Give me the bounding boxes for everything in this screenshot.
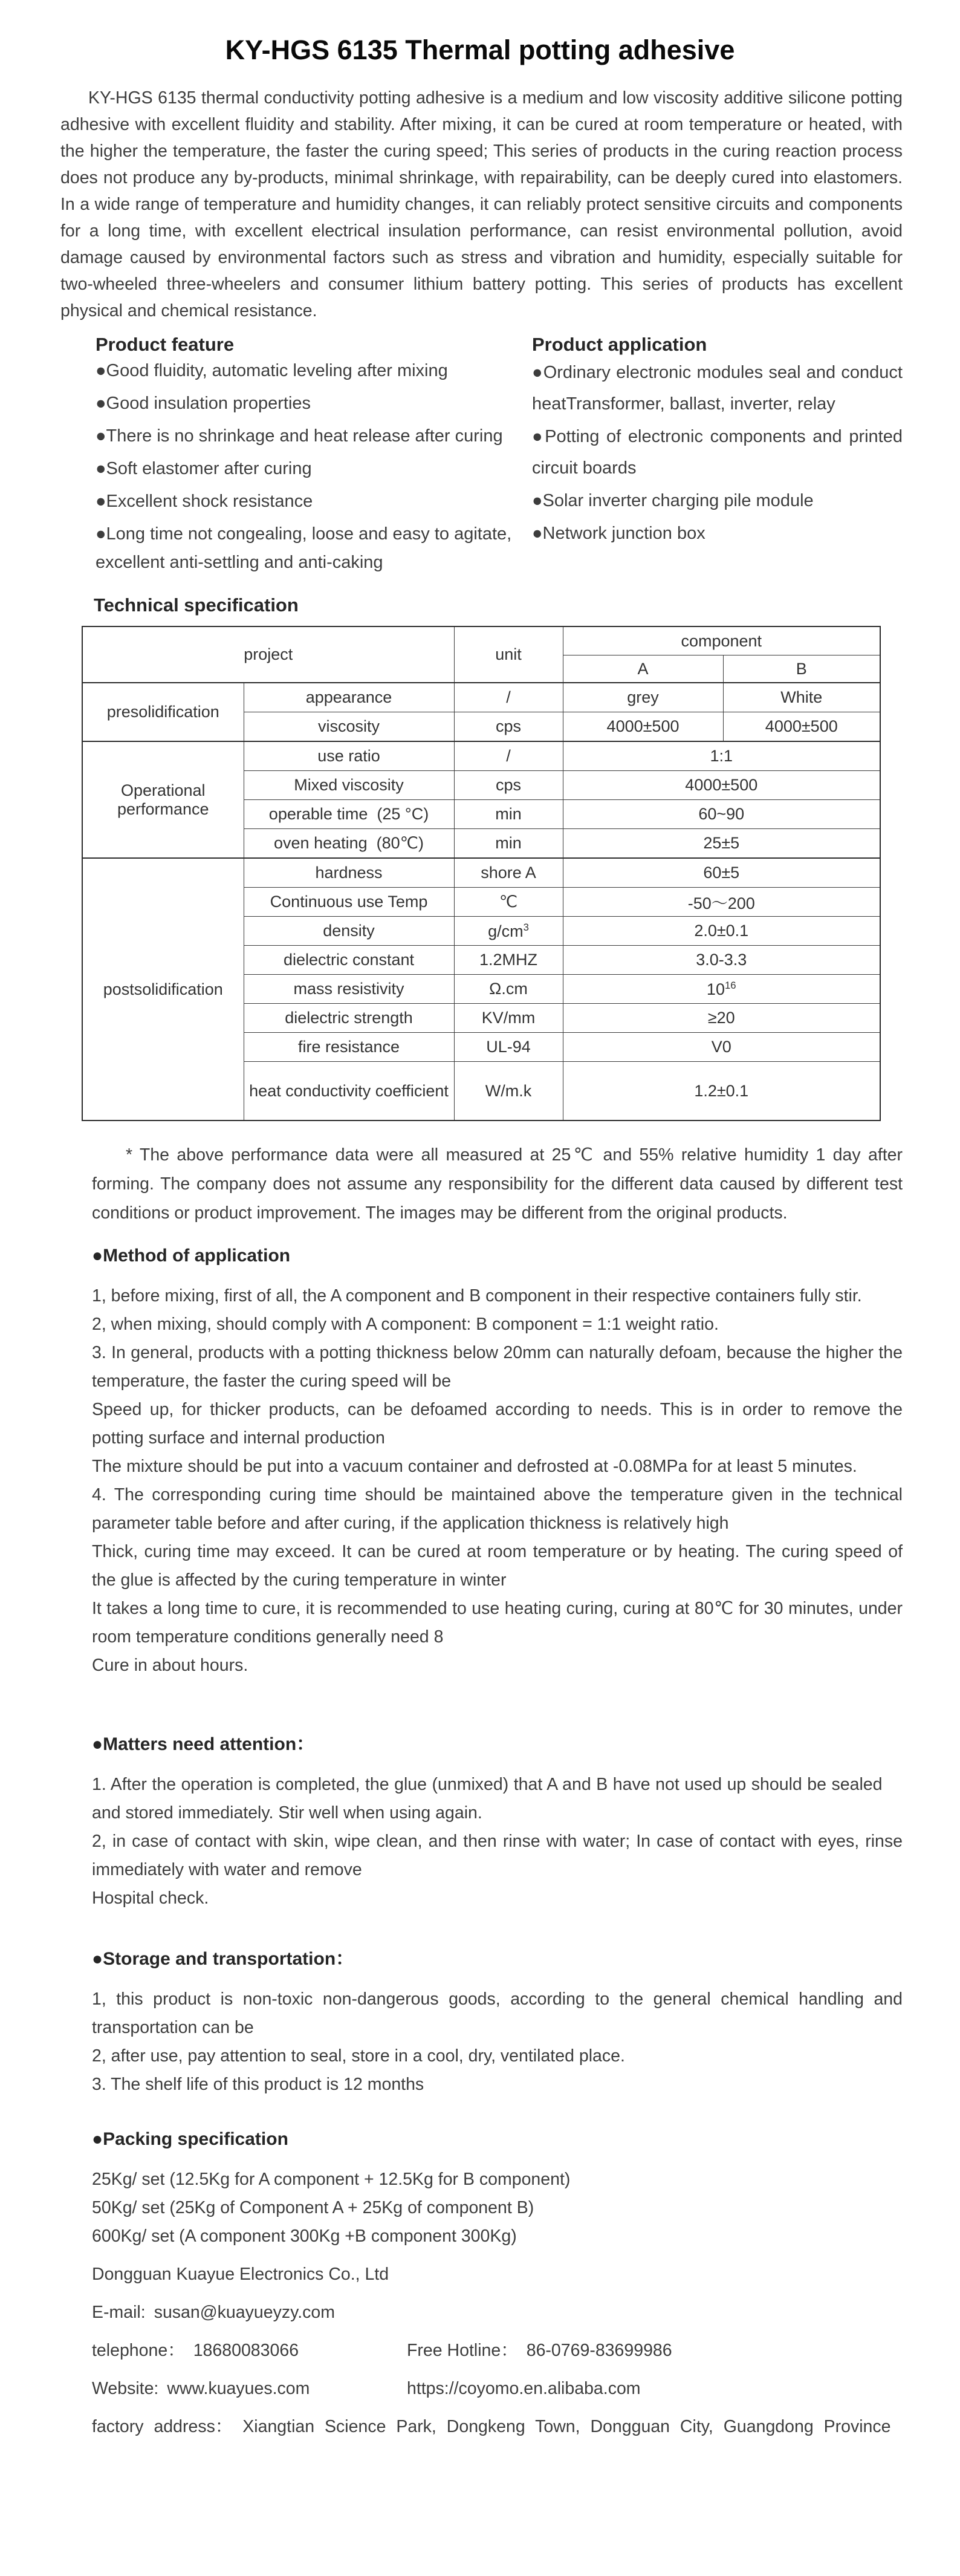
application-item: ●Solar inverter charging pile module [532, 491, 814, 510]
table-row [82, 858, 880, 888]
paragraph: The mixture should be put into a vacuum container and defrosted at -0.08MPa for at least 5 minutes. [92, 1457, 857, 1476]
paragraph: 4. The corresponding curing time should be maintained above the temperature given in the technical parameter table before and after curing, if the application thickness is relatively high [92, 1485, 903, 1533]
telephone-value: 18680083066 [193, 2341, 299, 2360]
feature-item: ●Excellent shock resistance [96, 492, 313, 511]
paragraph: Hospital check. [92, 1888, 209, 1908]
matters-need-attention-paragraphs [92, 1771, 903, 1913]
cell-property: appearance [244, 683, 454, 712]
cell-property: mass resistivity [244, 975, 454, 1004]
table-row [82, 741, 880, 771]
cell-unit: Ω.cm [454, 975, 563, 1004]
cell-unit: UL-94 [454, 1033, 563, 1062]
cell-property: viscosity [244, 712, 454, 742]
cell-value: 3.0-3.3 [563, 946, 880, 975]
unit-base: g/cm [488, 922, 524, 940]
cell-property: hardness [244, 858, 454, 888]
cell-property: Mixed viscosity [244, 771, 454, 800]
paragraph: 2, in case of contact with skin, wipe clean, and then rinse with water; In case of contact with eyes, rinse immediately with water and remove [92, 1832, 903, 1879]
paragraph: 2, after use, pay attention to seal, store in a cool, dry, ventilated place. [92, 2046, 625, 2066]
free-hotline [407, 2341, 672, 2360]
feature-item: ●Long time not congealing, loose and easy to agitate, excellent anti-settling and anti-caking [96, 524, 512, 572]
paragraph: 1. After the operation is completed, the glue (unmixed) that A and B have not used up should be sealed and stored immediately. Stir well when using again. [92, 1775, 903, 1823]
group-presolidification: presolidification [82, 683, 244, 741]
website-value: www.kuayues.com [167, 2379, 310, 2398]
website-alibaba: https://coyomo.en.alibaba.com [407, 2379, 641, 2398]
cell-unit: min [454, 829, 563, 859]
feature-item: ●There is no shrinkage and heat release after curing [96, 426, 503, 446]
technical-specification-table [82, 626, 881, 1121]
cell-value: 4000±500 [563, 771, 880, 800]
product-application-list [532, 357, 903, 549]
paragraph: 1, this product is non-toxic non-dangerous goods, according to the general chemical handling and transportation can be [92, 1989, 903, 2037]
method-of-application-paragraphs [92, 1282, 903, 1680]
paragraph: 3. The shelf life of this product is 12 months [92, 2075, 424, 2094]
paragraph: It takes a long time to cure, it is recommended to use heating curing, curing at 80℃ for 30 minutes, under room temperature conditions generally need 8 [92, 1599, 903, 1647]
cell-unit: ℃ [454, 888, 563, 917]
cell-property: oven heating (80℃) [244, 829, 454, 859]
application-item: ●Ordinary electronic modules seal and conduct heatTransformer, ballast, inverter, relay [532, 363, 903, 414]
website-line [92, 2375, 903, 2403]
paragraph: 1, before mixing, first of all, the A component and B component in their respective containers fully stir. [92, 1286, 862, 1306]
storage-transportation-heading: ●Storage and transportation： [92, 1949, 354, 1969]
cell-value: 60±5 [563, 858, 880, 888]
cell-value-a: 4000±500 [563, 712, 723, 742]
cell-unit [454, 917, 563, 946]
contact-section [92, 2260, 903, 2441]
feature-item: ●Good fluidity, automatic leveling after mixing [96, 361, 448, 380]
cell-unit: min [454, 800, 563, 829]
cell-unit: 1.2MHZ [454, 946, 563, 975]
cell-unit: / [454, 741, 563, 771]
cell-value-a: grey [563, 683, 723, 712]
header-component-b: B [723, 655, 880, 683]
cell-property: dielectric constant [244, 946, 454, 975]
website-label: Website: [92, 2379, 159, 2398]
application-item: ●Potting of electronic components and printed circuit boards [532, 427, 903, 478]
cell-unit: cps [454, 712, 563, 742]
feature-item: ●Good insulation properties [96, 394, 311, 413]
table-row [82, 683, 880, 712]
feature-item: ●Soft elastomer after curing [96, 459, 312, 478]
cell-property: dielectric strength [244, 1004, 454, 1033]
application-item: ●Network junction box [532, 524, 705, 543]
cell-value: 1:1 [563, 741, 880, 771]
product-feature-heading: Product feature [96, 334, 235, 355]
factory-address [92, 2413, 903, 2441]
cell-value: 25±5 [563, 829, 880, 859]
storage-transportation-paragraphs [92, 1985, 903, 2099]
email-line [92, 2298, 903, 2327]
paragraph: Thick, curing time may exceed. It can be cured at room temperature or by heating. The curing speed of the glue is affected by the curing temperature in winter [92, 1542, 903, 1590]
factory-address-label: factory address： [92, 2417, 233, 2436]
unit-superscript: 3 [523, 921, 529, 933]
cell-value: 2.0±0.1 [563, 917, 880, 946]
table-footnote: * The above performance data were all measured at 25℃ and 55% relative humidity 1 day after forming. The company does not assume any responsibility for the different data caused by different test conditions or product improvement. The images may be different from the original products. [92, 1145, 903, 1223]
cell-value: V0 [563, 1033, 880, 1062]
paragraph: 3. In general, products with a potting thickness below 20mm can naturally defoam, because the higher the temperature, the faster the curing speed will be [92, 1343, 903, 1391]
value-superscript: 16 [724, 979, 736, 991]
product-feature-section [96, 333, 532, 581]
cell-property: use ratio [244, 741, 454, 771]
value-base: 10 [706, 980, 725, 998]
cell-unit: shore A [454, 858, 563, 888]
header-component: component [563, 626, 880, 655]
email-label: E-mail: [92, 2303, 146, 2322]
group-operational-performance: Operational performance [82, 741, 244, 858]
cell-value: 60~90 [563, 800, 880, 829]
cell-unit: W/m.k [454, 1062, 563, 1121]
cell-unit: KV/mm [454, 1004, 563, 1033]
phone-line [92, 2337, 903, 2365]
product-feature-list [96, 357, 532, 577]
paragraph: Speed up, for thicker products, can be defoamed according to needs. This is in order to remove the potting surface and internal production [92, 1400, 903, 1448]
hotline-label: Free Hotline： [407, 2341, 518, 2360]
cell-unit: cps [454, 771, 563, 800]
page-title: KY-HGS 6135 Thermal potting adhesive [225, 34, 735, 65]
feature-application-columns [57, 333, 903, 581]
packing-specification-heading: ●Packing specification [92, 2129, 288, 2149]
website [92, 2375, 407, 2403]
cell-value: -50～200 [563, 888, 880, 917]
packing-item: 50Kg/ set (25Kg of Component A + 25Kg of component B) [92, 2198, 534, 2217]
header-project: project [82, 626, 454, 683]
intro-paragraph: KY-HGS 6135 thermal conductivity potting adhesive is a medium and low viscosity additive silicone potting adhesive with excellent fluidity and stability. After mixing, it can be cured at room temperature or heated, with the higher the temperature, the faster the curing speed; This series of products in the curing reaction process does not produce any by-products, minimal shrinkage, with repairability, can be deeply cured into elastomers. In a wide range of temperature and humidity changes, it can reliably protect sensitive circuits and components for a long time, with excellent electrical insulation performance, can resist environmental pollution, avoid damage caused by environmental factors such as stress and vibration and humidity, especially suitable for two-wheeled three-wheelers and consumer lithium battery potting. This series of products has excellent physical and chemical resistance. [60, 88, 903, 320]
cell-property: density [244, 917, 454, 946]
header-component-a: A [563, 655, 723, 683]
table-header-row [82, 626, 880, 655]
packing-specification-items [92, 2165, 903, 2251]
hotline-value: 86-0769-83699986 [526, 2341, 672, 2360]
matters-need-attention-heading: ●Matters need attention： [92, 1734, 315, 1754]
method-of-application-heading: ●Method of application [92, 1246, 291, 1266]
cell-unit: / [454, 683, 563, 712]
cell-value: 1.2±0.1 [563, 1062, 880, 1121]
company-name: Dongguan Kuayue Electronics Co., Ltd [92, 2265, 389, 2284]
technical-specification-heading: Technical specification [94, 594, 299, 616]
cell-property: fire resistance [244, 1033, 454, 1062]
email-value: susan@kuayueyzy.com [154, 2303, 335, 2322]
packing-item: 600Kg/ set (A component 300Kg +B component 300Kg) [92, 2226, 517, 2246]
cell-value: ≥20 [563, 1004, 880, 1033]
packing-item: 25Kg/ set (12.5Kg for A component + 12.5Kg for B component) [92, 2170, 571, 2189]
group-postsolidification: postsolidification [82, 858, 244, 1120]
cell-property: Continuous use Temp [244, 888, 454, 917]
cell-value [563, 975, 880, 1004]
telephone [92, 2337, 407, 2365]
cell-property: heat conductivity coefficient [244, 1062, 454, 1121]
product-application-heading: Product application [532, 334, 707, 355]
cell-value-b: White [723, 683, 880, 712]
header-unit: unit [454, 626, 563, 683]
paragraph: Cure in about hours. [92, 1656, 248, 1675]
paragraph: 2, when mixing, should comply with A component: B component = 1:1 weight ratio. [92, 1315, 719, 1334]
cell-property: operable time (25 °C) [244, 800, 454, 829]
cell-value-b: 4000±500 [723, 712, 880, 742]
factory-address-value: Xiangtian Science Park, Dongkeng Town, Dongguan City, Guangdong Province [242, 2417, 891, 2436]
telephone-label: telephone： [92, 2341, 185, 2360]
product-application-section [532, 333, 903, 581]
